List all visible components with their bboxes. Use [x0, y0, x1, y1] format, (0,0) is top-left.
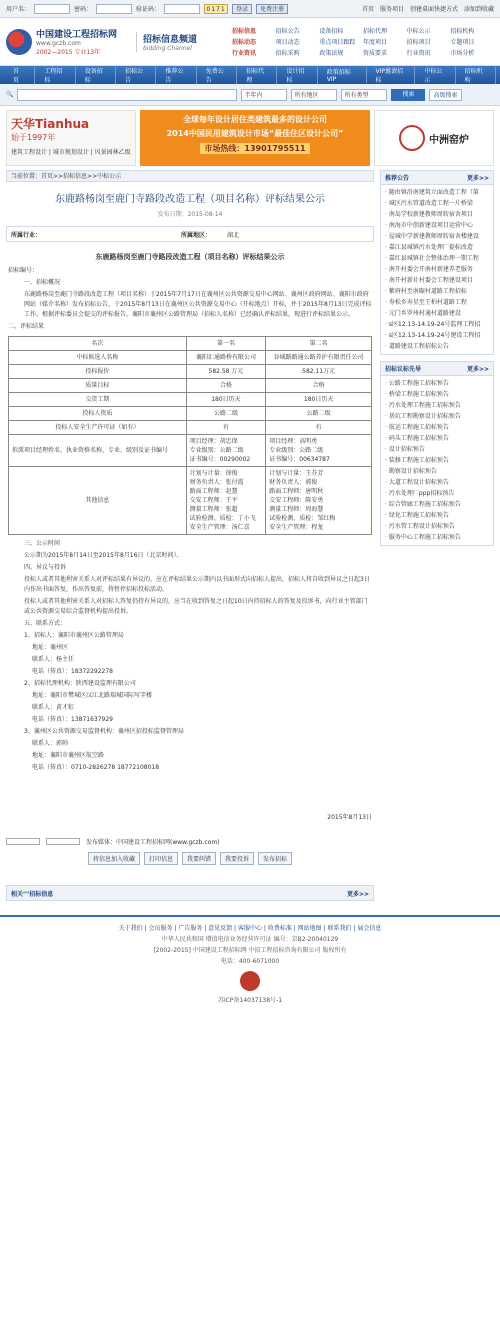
list-item[interactable]: · 南开村委会开南村新建养老服务: [385, 264, 489, 275]
main-nav-item[interactable]: 工程招标: [35, 66, 75, 84]
advanced-search-button[interactable]: 高级搜索: [429, 89, 461, 101]
header-nav-item[interactable]: 中标公示: [406, 28, 431, 35]
recommended-title: 推荐公告: [385, 175, 410, 182]
industry-label: 所属行业：: [11, 231, 42, 239]
table-row: 拟派项目经理姓名、执业资格名称、专业、级别及证书编号 项目经理：胡忠保 专业级别：公路二级 证书编号：00290002 项目经理：高明勇 专业级别：公路二级 证书编号：00634787: [9, 435, 372, 467]
site-footer: [0, 915, 500, 1006]
related-title: 相关""招标信息: [11, 890, 54, 898]
list-item[interactable]: · 嘉红县城镇社会整体治理一期工程: [385, 253, 489, 264]
top-link-home[interactable]: 首页: [361, 6, 374, 13]
header-nav-item[interactable]: 项目动态: [275, 39, 300, 46]
preview-title: 招标议标先导: [385, 366, 422, 373]
list-item[interactable]: · 设计招标预告: [385, 444, 489, 455]
top-link-services[interactable]: 服务项目: [379, 6, 404, 13]
add-favorite-button[interactable]: 将信息加入收藏: [88, 852, 140, 865]
captcha-input[interactable]: [164, 4, 200, 14]
share-widget[interactable]: [46, 838, 80, 845]
list-item[interactable]: · 绿化工程施工招标预告: [385, 510, 489, 521]
list-item[interactable]: · 勘察设计招标预告: [385, 466, 489, 477]
register-button[interactable]: 免费注册: [256, 4, 288, 14]
main-nav-item[interactable]: 设计招标: [277, 66, 317, 84]
captcha-image[interactable]: 0171: [204, 4, 228, 14]
related-info-header: [6, 885, 374, 901]
header-nav-item[interactable]: 招标动态: [232, 39, 257, 46]
site-header: [0, 18, 500, 66]
search-button[interactable]: 搜索: [391, 89, 425, 101]
header-nav-item[interactable]: 行业资讯: [232, 50, 257, 57]
zhongzhou-banner[interactable]: 中洲窑炉: [374, 110, 494, 166]
section-heading: 三、公示时间: [24, 540, 61, 547]
sidebar: [380, 170, 494, 901]
header-nav: [232, 26, 494, 57]
section-heading: 四、异议与投诉: [24, 564, 67, 571]
list-item[interactable]: · 嘉江县城镇污水处理厂提标改造: [385, 242, 489, 253]
password-input[interactable]: [96, 4, 132, 14]
list-item[interactable]: · 装修工程施工招标预告: [385, 455, 489, 466]
complaint-paragraph: 投标人或者其他利害关系人对招标人答复仍持有异议的，应当在收到答复之日起10日内持招标人的答复及投诉书，向行业主管部门或公共资源交易综合监督机构提出投诉。: [24, 598, 368, 615]
main-nav-item[interactable]: 招标代理: [237, 66, 277, 84]
section-heading: 二、评标结果: [8, 323, 45, 330]
zhongzhou-logo-icon: [399, 125, 425, 151]
list-item[interactable]: · 服务中心工程施工招标预告: [385, 532, 489, 543]
list-item[interactable]: · 桥梁工程施工招标预告: [385, 389, 489, 400]
print-button[interactable]: 打印信息: [144, 852, 178, 865]
header-nav-item[interactable]: 招标机构: [450, 28, 475, 35]
region-value: 湖北: [227, 231, 240, 239]
tianhua-banner[interactable]: 天华Tianhua 始于1997年 建筑工程设计 | 城市规划设计 | 风景园林乙级: [6, 110, 136, 166]
publicity-period: 公示期为2015年8月14日至2015年8月16日（北京时间）。: [24, 552, 183, 559]
section-heading: 五、联系方式：: [24, 620, 67, 627]
table-row: 质量目标 合格 合格: [9, 379, 372, 393]
password-label: 密码：: [74, 6, 93, 13]
footer-phone: 电话：400-6071000: [220, 958, 280, 965]
doc-title: 东鹿路杨岗至鹿门寺路段改造工程（项目名称）评标结果公示: [95, 253, 285, 261]
preview-more-link[interactable]: 更多>>: [466, 366, 489, 373]
list-item[interactable]: · 元门乡罗州村通村道路建设: [385, 308, 489, 319]
list-item[interactable]: · 南岛学校新建教师周转宿舍项目: [385, 209, 489, 220]
ad-banners: [0, 106, 500, 170]
search-icon: 🔍: [6, 91, 14, 98]
list-item[interactable]: · 南开村新社村委会工程建设项目: [385, 275, 489, 286]
channel-title: 招标信息频道 bidding Channel: [136, 32, 232, 52]
recommended-more-link[interactable]: 更多>>: [466, 175, 489, 182]
header-nav-item[interactable]: 招标信息: [232, 28, 257, 35]
report-error-button[interactable]: 我要纠错: [182, 852, 216, 865]
login-bar: [0, 0, 500, 18]
top-links: [362, 4, 494, 13]
list-item[interactable]: · s区12.13-14.19-24号监理工程招: [385, 319, 489, 330]
design-company-banner[interactable]: 全球每年设计居住类建筑最多的设计公司 2014中国民用建筑设计市场“最佳住区设计公司” 市场热线：13901795511: [140, 110, 370, 166]
type-select[interactable]: 所有类型: [341, 89, 387, 101]
list-item[interactable]: · 大道工程设计招标预告: [385, 477, 489, 488]
header-nav-item[interactable]: 招标项目: [406, 39, 431, 46]
footer-license: 中华人民共和国 增值电信业务经营许可证 编号：京B2-20040129: [161, 936, 339, 943]
list-item[interactable]: · 城区污水管道改造工程一片桥梁: [385, 198, 489, 209]
logo-mark-icon: [6, 29, 32, 55]
list-item[interactable]: · 码头工程施工招标预告: [385, 433, 489, 444]
publish-media[interactable]: 发布媒体：中国建设工程招标网(www.gczb.com): [86, 839, 220, 846]
main-nav-item[interactable]: 免费公告: [197, 66, 237, 84]
footer-copyright: [2002-2015] 中国建设工程招标网 中招工程招标咨询有限公司 版权所有: [153, 947, 347, 954]
list-item[interactable]: · 紫府村至南碾村道路工程招标: [385, 286, 489, 297]
document-body: 东鹿路杨岗至鹿门寺路段改造工程（项目名称）评标结果公示 招标编号： 一、招标概况 东鹿路杨岗至鹿门寺路段改造工程（项目名称）于2015年7月17日在襄州区公共资源交易中心网站、襄州区政府网站、襄阳市政府网站（媒介名称）发布招标公告，于2015年8月13日在襄州区公共资源交易中心（开标地点）开标，并于2015年8月13日完成评标工作。根据评标委员会提交的评标报告，襄阳市襄州区公路管理局（招标人名称）已经确认评标结果，现进行评标结果公示。 二、评标结果 名次 第一名 第二名 中标候选人名称 襄阳汇通路桥有限公司 谷城路路通公路养护有限责任公司 投标报价 582.58 万元 582.11万元 质量目标 合格 合格 交货工期 180日历天 180日历天 投标人资质 公路二级 公路二级 投标人安全生产许可证（如有） 有 有 拟派项目经理姓名、执业资格名称、专业、级别及证书编号 项目经理：胡忠保 专业级别：公路二级 证书编号：00290002 项目经理：高明勇 专业级别：公路二级 证书编号：00634787 其他信息 计划与计量：徐俊 财务负责人：张付霞 路面工程师：赵慧 交安工程师：王平 测量工程师：张超 试验检测、质检：丁小飞 安全生产管理：汤仁喜 计划与计量：王芬芳 财务负责人：郭俊 路面工程师：唐明秋 交安工程师：陈安勇 测量工程师：周海慧 试验检测、质检：邹红梅 安全生产管理：程龙 三、公示时间 公示期为2015年8月14日至2015年8月16日（北京时间）。 四、异议与投诉 投标人或者其他利害关系人对评标结果有异议的，应在评标结果公示期内以书面形式向招标人提出，招标人将自收到异议之日起3日内作出书面答复，作出答复前，将暂停招标投标活动。 投标人或者其他利害关系人对招标人答复仍持有异议的，应当在收到答复之日起10日内持招标人的答复及投诉书，向行业主管部门或公共资源交易综合监督机构提出投诉。 五、联系方式： 1、招标人：襄阳市襄州区公路管理局 地址：襄州区 联系人：杨主任 电话（传真）：18372292278 2、招标代理机构：陕西建设监理有限公司 地址：襄阳市樊城区汉江北路瑞城国际写字楼 联系人：黄才虹 电话（传真）：13871637929 3、襄州区公共资源交易监督机构：襄州区招投标监督管理局 联系人：郭帅 地址：襄阳市襄州区航空路 电话（传真）：0710-2826278 18772108018 2015年8月13日: [8, 253, 372, 821]
logo-years: 2002—2015 专业13年: [36, 49, 101, 56]
top-link-shortcut[interactable]: 创建桌面快捷方式: [409, 6, 458, 13]
preview-box: [380, 361, 494, 546]
contact-agency: 2、招标代理机构：陕西建设监理有限公司: [24, 680, 136, 687]
table-header-row: 名次 第一名 第二名: [9, 337, 372, 351]
list-item[interactable]: · 污水处理厂ppp招标预告: [385, 488, 489, 499]
publish-date: 发布日期：2015-08-14: [157, 211, 223, 218]
header-nav-item[interactable]: 招标代理: [363, 28, 388, 35]
site-logo[interactable]: [6, 27, 136, 56]
table-row: 投标报价 582.58 万元 582.11万元: [9, 365, 372, 379]
section-heading: 一、招标概况: [24, 279, 61, 286]
bid-number: 招标编号：: [8, 267, 39, 274]
main-nav-item[interactable]: 政策招标VIP: [318, 67, 367, 83]
share-bar: [6, 837, 374, 846]
region-label: 所属地区：: [181, 231, 212, 239]
objection-paragraph: 投标人或者其他利害关系人对评标结果有异议的，应在评标结果公示期内以书面形式向招标人提出，招标人将自收到异议之日起3日内作出书面答复，作出答复前，将暂停招标投标活动。: [24, 576, 370, 593]
list-item[interactable]: · 基坑工程勘察设计招标预告: [385, 411, 489, 422]
main-nav-item[interactable]: 推荐公告: [156, 66, 196, 84]
region-select[interactable]: 所有地区: [291, 89, 337, 101]
list-item[interactable]: · 道路建设工程招标公告: [385, 341, 489, 352]
list-item[interactable]: · 随由镇沿南建筑立面改造工程（第: [385, 187, 489, 198]
publish-tender-button[interactable]: 发布招标: [258, 852, 292, 865]
table-row: 投标人资质 公路二级 公路二级: [9, 407, 372, 421]
table-row: 交货工期 180日历天 180日历天: [9, 393, 372, 407]
header-nav-item[interactable]: 资质要求: [363, 50, 388, 57]
list-item[interactable]: · 寿松乡寿星至王柏村道路工程: [385, 297, 489, 308]
top-link-favorite[interactable]: 添加到收藏: [463, 6, 494, 13]
main-nav-item[interactable]: 招标机构: [456, 66, 496, 84]
username-label: 用户名：: [6, 6, 31, 13]
footer-icp[interactable]: 苏ICP备14037138号-1: [217, 997, 283, 1004]
main-nav-item[interactable]: VIP邀请招标: [367, 66, 416, 84]
list-item[interactable]: · 航运工程施工招标预告: [385, 422, 489, 433]
page-title: 东鹿路杨岗至鹿门寺路段改造工程（项目名称）评标结果公示: [55, 194, 325, 205]
main-nav: [0, 66, 500, 84]
header-nav-item[interactable]: 行业资讯: [406, 50, 431, 57]
meta-row: [6, 226, 374, 242]
login-button[interactable]: 登录: [232, 4, 252, 14]
result-table: [8, 336, 372, 535]
captcha-label: 验证码：: [136, 6, 161, 13]
article-actions: [6, 852, 374, 865]
table-row: 中标候选人名称 襄阳汇通路桥有限公司 谷城路路通公路养护有限责任公司: [9, 351, 372, 365]
search-bar: [0, 84, 500, 106]
header-nav-item[interactable]: 专题项目: [450, 39, 475, 46]
footer-links[interactable]: 关于我们 | 会员服务 | 广告服务 | 意见反馈 | 客服中心 | 收费标准 | 网站地图 | 联系我们 | 展会信息: [118, 925, 382, 932]
time-select[interactable]: 半年内: [241, 89, 287, 101]
search-input[interactable]: [17, 89, 237, 101]
overview-paragraph: 东鹿路杨岗至鹿门寺路段改造工程（项目名称）于2015年7月17日在襄州区公共资源交易中心网站、襄州区政府网站、襄阳市政府网站（媒介名称）发布招标公告，于2015年8月13日在襄州区公共资源交易中心（开标地点）开标，并于2015年8月13日完成评标工作。根据评标委员会提交的评标报告，襄阳市襄州区公路管理局（招标人名称）已经确认评标结果，现进行评标结果公示。: [24, 291, 372, 318]
recommended-box: [380, 170, 494, 355]
main-nav-item[interactable]: 设备招标: [76, 66, 116, 84]
list-item[interactable]: · 南海市中创新建设项目运营中心: [385, 220, 489, 231]
header-nav-item[interactable]: 招标公告: [275, 28, 300, 35]
logo-name: 中国建设工程招标网: [36, 30, 118, 40]
header-nav-item[interactable]: 设备招标: [319, 28, 344, 35]
header-nav-item[interactable]: 年度项目: [363, 39, 388, 46]
contact-supervisor: 3、襄州区公共资源交易监督机构：襄州区招投标监督管理局: [24, 728, 184, 735]
main-nav-item[interactable]: 招标公告: [116, 66, 156, 84]
table-row: 其他信息 计划与计量：徐俊 财务负责人：张付霞 路面工程师：赵慧 交安工程师：王平 测量工程师：张超 试验检测、质检：丁小飞 安全生产管理：汤仁喜 计划与计量：王芬芳 财务负责人：郭俊 路面工程师：唐明秋 交安工程师：陈安勇 测量工程师：周海慧 试验检测、质检：邹红梅 安全生产管理：程龙: [9, 467, 372, 535]
share-widget[interactable]: [6, 838, 40, 845]
header-nav-item[interactable]: 市场分析: [450, 50, 475, 57]
list-item[interactable]: · 公路工程施工招标预告: [385, 378, 489, 389]
main-content: [6, 170, 374, 901]
list-item[interactable]: · 综合管廊工程施工招标预告: [385, 499, 489, 510]
list-item[interactable]: · 污水处理工程施工招标预告: [385, 400, 489, 411]
main-nav-item[interactable]: 中标公示: [415, 66, 455, 84]
header-nav-item[interactable]: 政策法规: [319, 50, 344, 57]
sign-date: 2015年8月13日: [327, 814, 372, 821]
police-badge-icon[interactable]: [240, 971, 260, 991]
list-item[interactable]: · 屋城中学新建教师周转宿舍楼建设: [385, 231, 489, 242]
header-nav-item[interactable]: 招标采购: [275, 50, 300, 57]
contact-tenderer: 1、招标人：襄阳市襄州区公路管理局: [24, 632, 124, 639]
list-item[interactable]: · s区12.13-14.19-24号建设工程招: [385, 330, 489, 341]
related-more-link[interactable]: 更多>>: [346, 890, 369, 898]
username-input[interactable]: [34, 4, 70, 14]
table-row: 投标人安全生产许可证（如有） 有 有: [9, 421, 372, 435]
breadcrumb[interactable]: 当前位置：首页>>招标信息>>中标公示: [6, 170, 374, 182]
main-nav-home[interactable]: 首 页: [4, 66, 35, 84]
list-item[interactable]: · 污水管工程设计招标预告: [385, 521, 489, 532]
logo-url: www.gczb.com: [36, 40, 81, 47]
header-nav-item[interactable]: 重点项目跟踪: [319, 39, 356, 46]
complain-button[interactable]: 我要投诉: [220, 852, 254, 865]
